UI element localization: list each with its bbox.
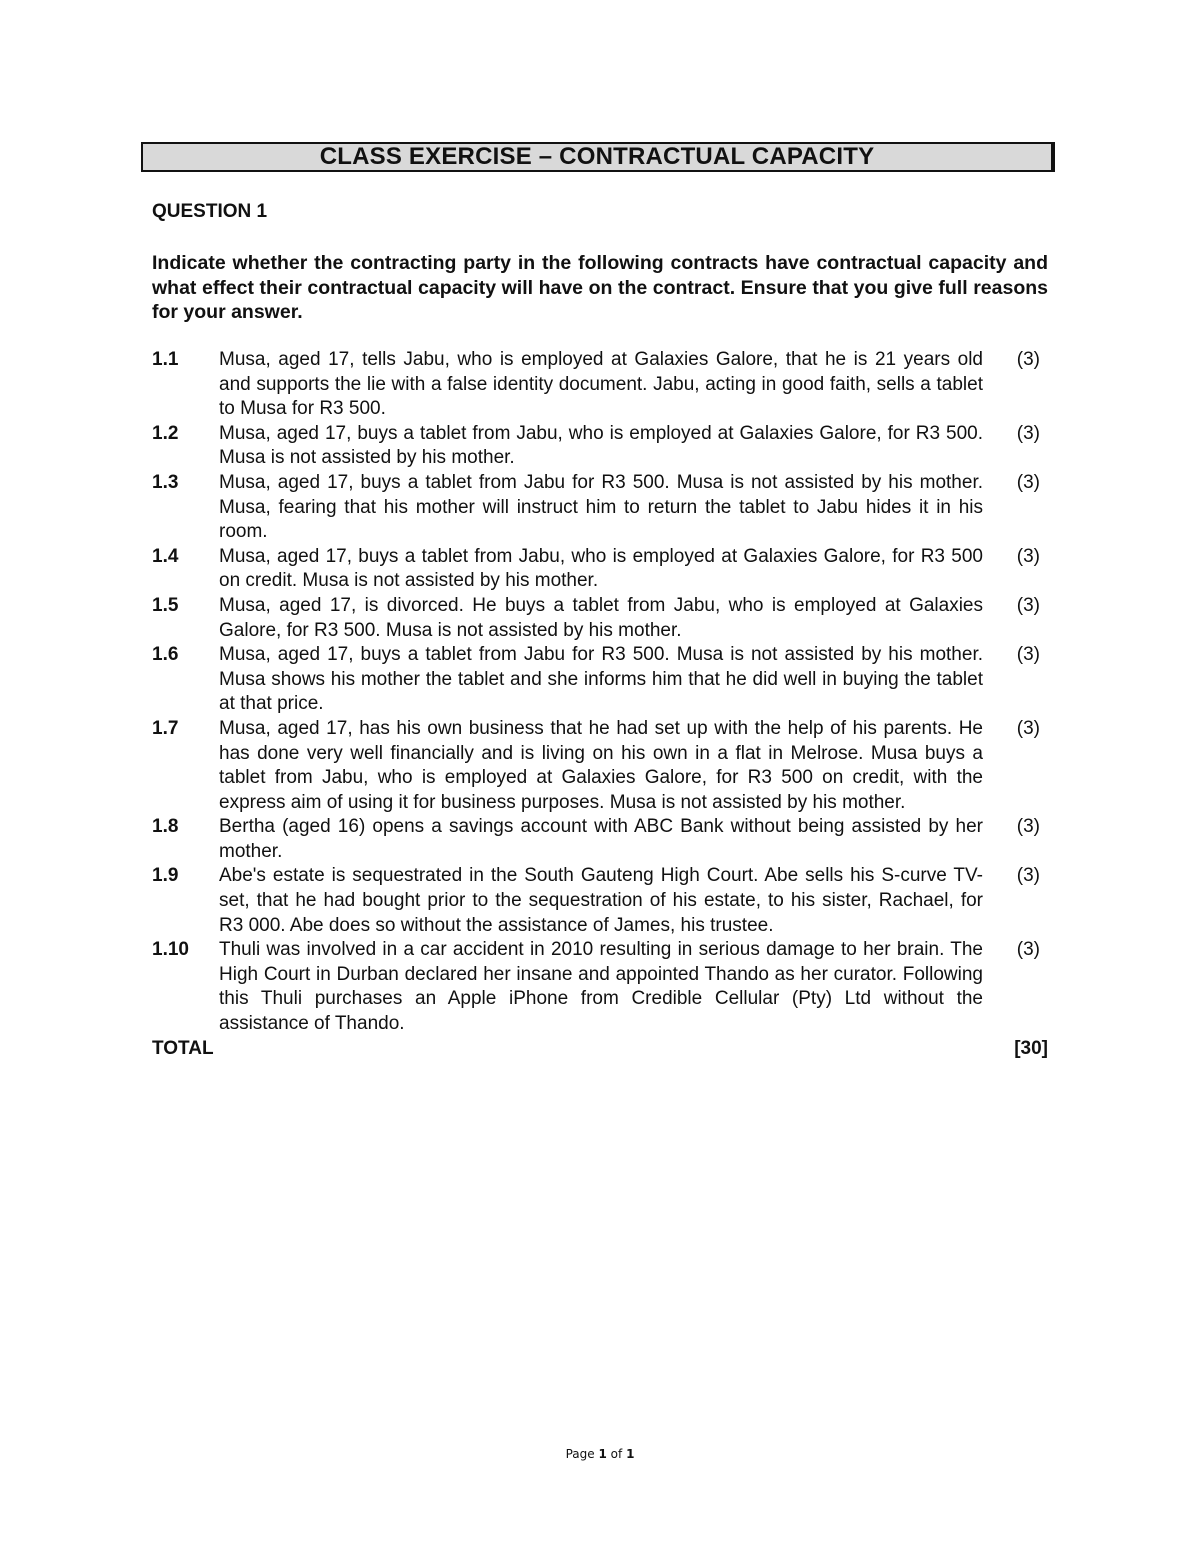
item-mark: (3) <box>1016 939 1040 961</box>
item-mark: (3) <box>1016 545 1040 567</box>
item-number: 1.6 <box>152 644 179 666</box>
list-item <box>152 545 1048 594</box>
item-text: Musa, aged 17, is divorced. He buys a tablet from Jabu, who is employed at Galaxies Galore, for R3 500. Musa is not assisted by his mother. <box>219 594 983 641</box>
item-text: Musa, aged 17, buys a tablet from Jabu for R3 500. Musa is not assisted by his mother. Musa, fearing that his mother will instruct him to return the tablet to Jabu hides it in his room. <box>219 471 983 543</box>
list-item <box>152 422 1048 471</box>
item-number: 1.1 <box>152 349 179 370</box>
item-text: Musa, aged 17, has his own business that he had set up with the help of his parents. He has done very well financially and is living on his own in a flat in Melrose. Musa buys a tablet from Jabu, who is employed at Galaxies Galore, for R3 500 on credit, with the express aim of using it for business purposes. Musa is not assisted by his mother. <box>219 717 983 813</box>
list-item <box>152 643 1048 717</box>
title-box <box>141 142 1055 172</box>
question-heading: QUESTION 1 <box>152 201 268 222</box>
item-number: 1.7 <box>152 717 179 739</box>
footer-page-number: 1 <box>598 1447 607 1461</box>
item-mark: (3) <box>1016 644 1040 666</box>
item-number: 1.2 <box>152 422 179 444</box>
item-mark: (3) <box>1016 349 1040 370</box>
item-mark: (3) <box>1016 816 1040 838</box>
instructions-paragraph: Indicate whether the contracting party in the following contracts have contractual capacity and what effect their contractual capacity will have on the contract. Ensure that you give full reasons for your answer. <box>152 252 1048 323</box>
item-text: Musa, aged 17, buys a tablet from Jabu for R3 500. Musa is not assisted by his mother. Musa shows his mother the tablet and she informs him that he did well in buying the tablet at that price. <box>219 644 983 715</box>
item-text: Thuli was involved in a car accident in 2010 resulting in serious damage to her brain. The High Court in Durban declared her insane and appointed Thando as her curator. Following this Thuli purchases an Apple iPhone from Credible Cellular (Pty) Ltd without the assistance of Thando. <box>219 939 983 1035</box>
list-item <box>152 471 1048 545</box>
list-item <box>152 938 1048 1036</box>
list-item <box>152 717 1048 815</box>
footer-page-word: Page <box>565 1447 595 1461</box>
item-number: 1.4 <box>152 545 179 567</box>
total-value: [30] <box>1014 1037 1048 1059</box>
item-text: Musa, aged 17, buys a tablet from Jabu, who is employed at Galaxies Galore, for R3 500 on credit. Musa is not assisted by his mother. <box>219 545 983 592</box>
question-items <box>152 348 1048 1061</box>
item-text: Musa, aged 17, tells Jabu, who is employed at Galaxies Galore, that he is 21 years old and supports the lie with a false identity document. Jabu, acting in good faith, sells a tablet to Musa for R3 500. <box>219 349 983 420</box>
item-number: 1.3 <box>152 471 179 493</box>
item-mark: (3) <box>1016 865 1040 887</box>
item-text: Bertha (aged 16) opens a savings account with ABC Bank without being assisted by her mother. <box>219 816 983 862</box>
page-footer <box>0 1447 1200 1461</box>
item-mark: (3) <box>1016 422 1040 444</box>
list-item <box>152 594 1048 643</box>
list-item <box>152 815 1048 864</box>
item-mark: (3) <box>1016 594 1040 616</box>
item-mark: (3) <box>1016 471 1040 493</box>
list-item <box>152 864 1048 938</box>
item-number: 1.8 <box>152 816 179 838</box>
item-number: 1.9 <box>152 865 179 887</box>
footer-page-total: 1 <box>626 1447 635 1461</box>
item-number: 1.10 <box>152 939 189 961</box>
item-mark: (3) <box>1016 717 1040 739</box>
total-row <box>152 1037 1048 1062</box>
page-title: CLASS EXERCISE – CONTRACTUAL CAPACITY <box>319 143 875 170</box>
list-item <box>152 348 1048 422</box>
item-number: 1.5 <box>152 594 179 616</box>
item-text: Abe's estate is sequestrated in the South Gauteng High Court. Abe sells his S-curve TV-set, that he had bought prior to the sequestration of his estate, to his sister, Rachael, for R3 000. Abe does so without the assistance of James, his trustee. <box>219 865 983 936</box>
item-text: Musa, aged 17, buys a tablet from Jabu, who is employed at Galaxies Galore, for R3 500. Musa is not assisted by his mother. <box>219 422 983 469</box>
footer-of-word: of <box>610 1447 623 1461</box>
total-label: TOTAL <box>152 1037 214 1059</box>
